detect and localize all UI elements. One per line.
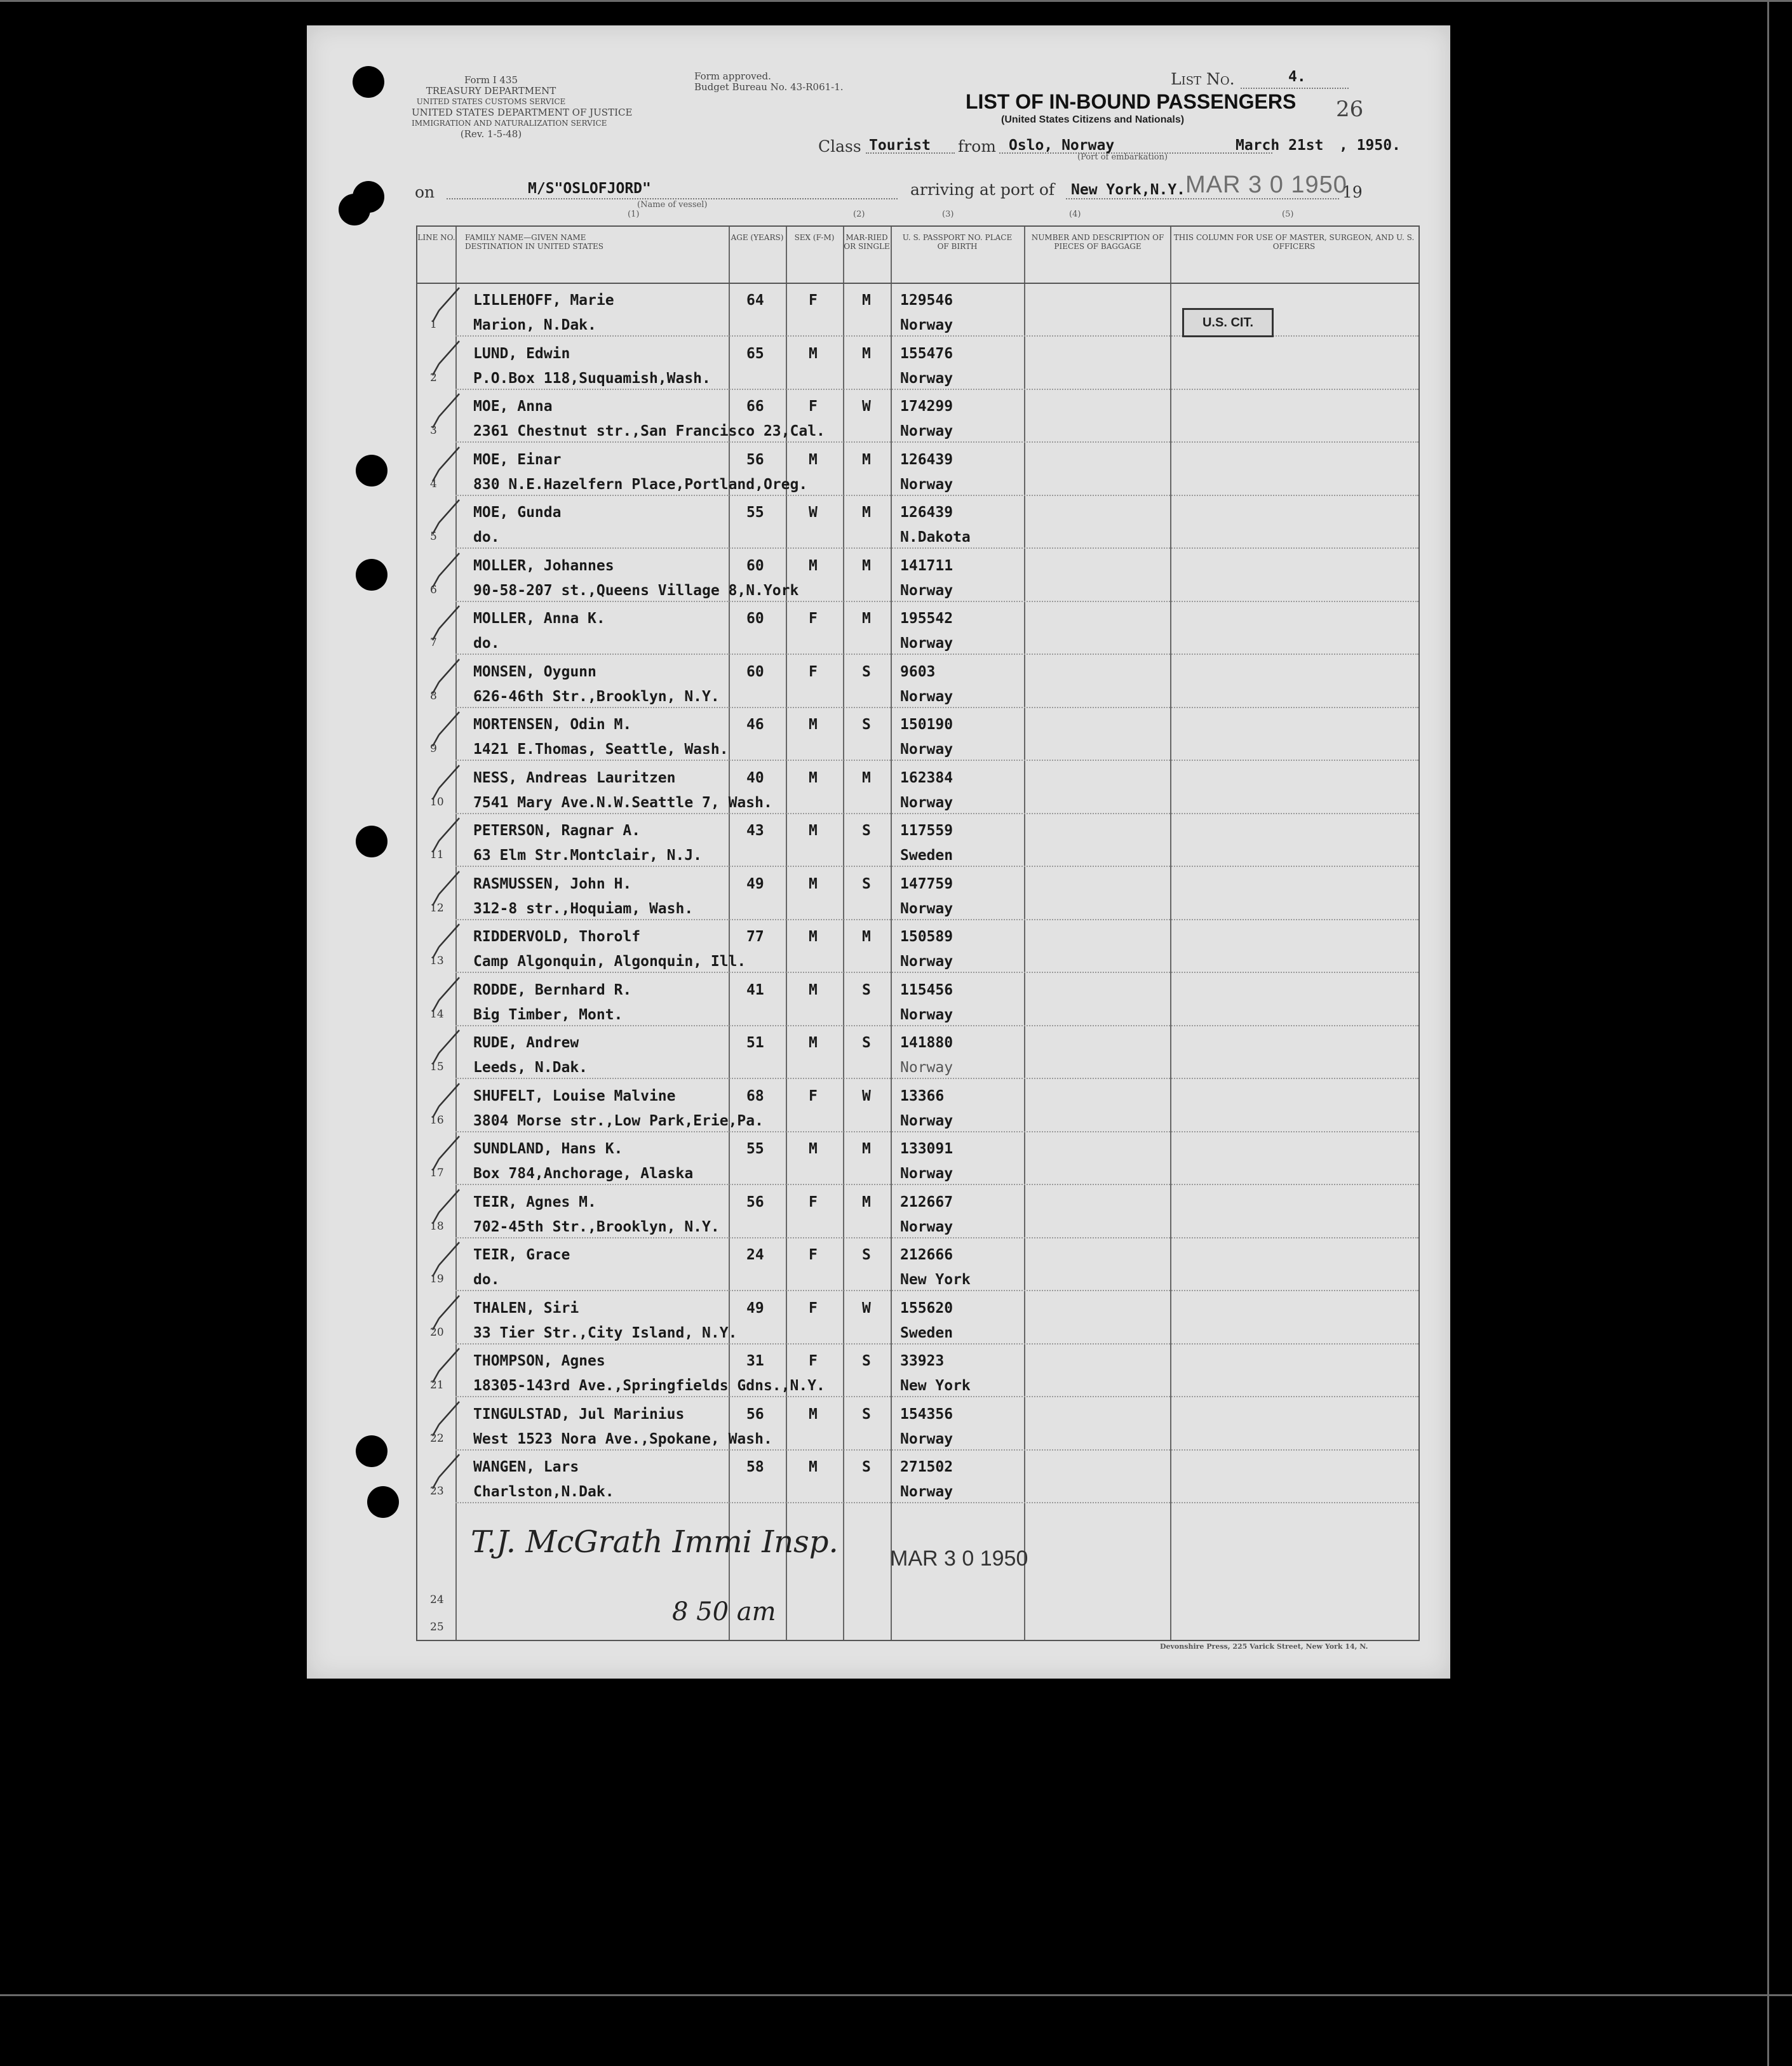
marital-status: S: [862, 1459, 871, 1475]
film-frame-right: [1767, 0, 1769, 2066]
marital-status: S: [862, 1247, 871, 1263]
destination-address: Charlston,N.Dak.: [473, 1484, 614, 1500]
vessel-name: M/S"OSLOFJORD": [528, 180, 651, 197]
film-frame-top: [0, 0, 1792, 2]
line-number: 17: [430, 1167, 444, 1179]
treasury-dept: TREASURY DEPARTMENT: [426, 85, 556, 97]
passenger-sex: F: [809, 663, 818, 680]
checkmark-icon: [430, 339, 462, 377]
list-no-label: List No.: [1171, 70, 1235, 88]
arriving-port: New York,N.Y.: [1071, 182, 1186, 198]
passenger-age: 56: [746, 1193, 764, 1211]
place-of-birth: Norway: [900, 953, 953, 970]
place-of-birth: Sweden: [900, 1324, 953, 1341]
destination-address: 90-58-207 st.,Queens Village 8,N.York: [473, 582, 799, 599]
destination-address: 33 Tier Str.,City Island, N.Y.: [473, 1324, 738, 1341]
class-value: Tourist: [869, 137, 931, 154]
passenger-age: 77: [746, 929, 764, 945]
marital-status: M: [862, 610, 871, 627]
passenger-age: 40: [746, 769, 764, 786]
place-of-birth: Norway: [900, 635, 953, 652]
table-row: [417, 549, 1418, 602]
marital-status: M: [862, 345, 871, 362]
budget-bureau: Budget Bureau No. 43-R061-1.: [694, 81, 844, 93]
passport-number: 154356: [900, 1405, 953, 1423]
line-number: 18: [430, 1219, 444, 1233]
marital-status: W: [862, 1087, 871, 1104]
destination-address: Box 784,Anchorage, Alaska: [473, 1165, 694, 1182]
passenger-age: 68: [746, 1087, 764, 1104]
passport-number: 9603: [900, 663, 936, 680]
checkmark-icon: [430, 1240, 462, 1278]
arriving-label: arriving at port of: [910, 180, 1055, 199]
checkmark-icon: [430, 1452, 462, 1490]
table-row: [417, 337, 1418, 390]
passenger-sex: M: [809, 1141, 818, 1157]
passport-number: 155476: [900, 345, 953, 362]
destination-address: 63 Elm Str.Montclair, N.J.: [473, 847, 703, 864]
place-of-birth: Norway: [900, 741, 953, 758]
passenger-sex: M: [809, 929, 818, 945]
passenger-age: 58: [746, 1459, 764, 1475]
passenger-age: 55: [746, 504, 764, 521]
passenger-sex: F: [809, 1087, 818, 1104]
checkmark-icon: [430, 1081, 462, 1119]
passenger-age: 56: [746, 451, 764, 468]
table-row: [417, 868, 1418, 920]
header-marital: MAR-RIED OR SINGLE: [844, 233, 890, 251]
binder-hole: [356, 559, 387, 591]
passport-number: 212667: [900, 1193, 953, 1211]
marital-status: M: [862, 1193, 871, 1211]
checkmark-icon: [430, 975, 462, 1013]
passenger-sex: F: [809, 1299, 818, 1317]
binder-hole: [339, 194, 370, 225]
destination-address: do.: [473, 529, 500, 546]
passenger-name: MOE, Gunda: [473, 504, 562, 521]
checkmark-icon: [430, 391, 462, 429]
marital-status: M: [862, 292, 871, 309]
passenger-sex: F: [809, 610, 818, 627]
passenger-name: MOE, Einar: [473, 451, 562, 468]
inspector-signature: T.J. McGrath Immi Insp.: [471, 1524, 839, 1560]
checkmark-icon: [430, 1134, 462, 1172]
from-label: from: [958, 137, 996, 156]
passport-number: 141880: [900, 1035, 953, 1051]
passenger-sex: F: [809, 1193, 818, 1211]
passport-number: 141711: [900, 557, 953, 574]
passport-number: 115456: [900, 981, 953, 998]
checkmark-icon: [430, 1293, 462, 1331]
passenger-name: LUND, Edwin: [473, 345, 570, 362]
table-row: [417, 1451, 1418, 1503]
line-24: 24: [430, 1593, 444, 1606]
place-of-birth: Norway: [900, 582, 953, 599]
checkmark-icon: [430, 1028, 462, 1066]
passenger-age: 65: [746, 345, 764, 362]
passenger-name: NESS, Andreas Lauritzen: [473, 769, 676, 786]
passport-number: 174299: [900, 398, 953, 415]
passenger-sex: M: [809, 822, 818, 839]
header-name: FAMILY NAME—GIVEN NAME DESTINATION IN UNITED STATES: [465, 233, 603, 251]
line-number: 14: [430, 1007, 444, 1021]
passenger-name: MORTENSEN, Odin M.: [473, 716, 632, 733]
passenger-sex: F: [809, 1247, 818, 1263]
passenger-sex: F: [809, 1353, 818, 1369]
line-number: 20: [430, 1325, 444, 1339]
passenger-age: 60: [746, 557, 764, 574]
table-row: [417, 390, 1418, 443]
marital-status: S: [862, 822, 871, 839]
destination-address: West 1523 Nora Ave.,Spokane, Wash.: [473, 1430, 772, 1447]
marital-status: W: [862, 1299, 871, 1317]
passport-number: 126439: [900, 451, 953, 468]
col-num-3: (3): [942, 210, 954, 219]
table-row: [417, 1026, 1418, 1079]
marital-status: S: [862, 1353, 871, 1369]
checkmark-icon: [430, 869, 462, 907]
col-num-1: (1): [628, 210, 640, 219]
passenger-sex: M: [809, 1459, 818, 1475]
form-approved: Form approved.: [694, 70, 771, 82]
passport-number: 162384: [900, 769, 953, 786]
form-number: Form I 435: [464, 74, 518, 86]
marital-status: M: [862, 451, 871, 468]
place-of-birth: Norway: [900, 688, 953, 705]
place-of-birth: Norway: [900, 794, 953, 811]
destination-address: 626-46th Str.,Brooklyn, N.Y.: [473, 688, 720, 705]
line-number: 10: [430, 795, 444, 808]
destination-address: do.: [473, 1271, 500, 1288]
line-number: 13: [430, 955, 444, 967]
line-number: 4: [430, 477, 437, 490]
marital-status: S: [862, 716, 871, 733]
inspection-date-stamp: MAR 3 0 1950: [890, 1546, 1028, 1571]
on-label: on: [415, 183, 435, 201]
passenger-name: THALEN, Siri: [473, 1299, 579, 1317]
passport-number: 133091: [900, 1141, 953, 1157]
table-row: [417, 1398, 1418, 1451]
line-number: 1: [430, 318, 437, 331]
passport-number: 212666: [900, 1247, 953, 1263]
passenger-table: [416, 225, 1420, 1641]
passenger-name: SUNDLAND, Hans K.: [473, 1141, 623, 1157]
passport-number: 117559: [900, 822, 953, 839]
passenger-name: TEIR, Agnes M.: [473, 1193, 596, 1211]
destination-address: Marion, N.Dak.: [473, 317, 596, 333]
header-line-no: LINE NO.: [417, 233, 455, 242]
film-frame-bottom: [0, 1994, 1792, 1996]
passenger-age: 49: [746, 875, 764, 892]
destination-address: 702-45th Str.,Brooklyn, N.Y.: [473, 1218, 720, 1235]
list-no-value: 4.: [1288, 69, 1306, 85]
passenger-age: 46: [746, 716, 764, 733]
binder-hole: [356, 455, 387, 486]
place-of-birth: Norway: [900, 900, 953, 917]
passenger-age: 31: [746, 1353, 764, 1369]
justice-dept: UNITED STATES DEPARTMENT OF JUSTICE: [412, 107, 633, 118]
passport-number: 271502: [900, 1459, 953, 1475]
passenger-age: 49: [746, 1299, 764, 1317]
table-row: [417, 814, 1418, 867]
passenger-age: 66: [746, 398, 764, 415]
marital-status: M: [862, 929, 871, 945]
form-revision: (Rev. 1-5-48): [460, 128, 522, 140]
marital-status: S: [862, 1405, 871, 1423]
destination-address: 830 N.E.Hazelfern Place,Portland,Oreg.: [473, 476, 808, 493]
passenger-name: RODDE, Bernhard R.: [473, 981, 632, 998]
passenger-sex: M: [809, 875, 818, 892]
from-value: Oslo, Norway: [1009, 137, 1115, 154]
passenger-name: THOMPSON, Agnes: [473, 1353, 605, 1369]
destination-address: do.: [473, 635, 500, 652]
passenger-manifest-page: [307, 25, 1450, 1679]
checkmark-icon: [430, 603, 462, 641]
line-number: 16: [430, 1113, 444, 1127]
binder-hole: [367, 1486, 399, 1518]
checkmark-icon: [430, 1399, 462, 1437]
page-number: 26: [1336, 97, 1364, 122]
checkmark-icon: [430, 1346, 462, 1384]
passenger-sex: M: [809, 345, 818, 362]
passenger-sex: M: [809, 451, 818, 468]
customs-service: UNITED STATES CUSTOMS SERVICE: [416, 97, 566, 106]
passenger-name: RUDE, Andrew: [473, 1035, 579, 1051]
budget-approval: [694, 71, 844, 93]
line-number: 21: [430, 1379, 444, 1392]
marital-status: S: [862, 981, 871, 998]
table-row: [417, 1292, 1418, 1345]
passenger-age: 51: [746, 1035, 764, 1051]
place-of-birth: Norway: [900, 1165, 953, 1182]
table-row: [417, 443, 1418, 496]
checkmark-icon: [430, 1187, 462, 1225]
destination-address: 1421 E.Thomas, Seattle, Wash.: [473, 741, 729, 758]
line-number: 9: [430, 742, 437, 755]
port-embark-caption: (Port of embarkation): [1077, 152, 1168, 162]
destination-address: Leeds, N.Dak.: [473, 1059, 588, 1076]
passenger-name: MOLLER, Johannes: [473, 557, 614, 574]
vessel-line: [447, 198, 898, 199]
destination-address: 312-8 str.,Hoquiam, Wash.: [473, 900, 694, 917]
passport-number: 155620: [900, 1299, 953, 1317]
table-row: [417, 655, 1418, 708]
binder-hole: [353, 66, 384, 98]
inspection-time: 8 50 am: [672, 1597, 776, 1627]
passenger-name: MOE, Anna: [473, 398, 553, 415]
departure-date: March 21st: [1236, 137, 1324, 154]
place-of-birth: Norway: [900, 370, 953, 387]
line-25: 25: [430, 1621, 444, 1633]
passenger-sex: M: [809, 981, 818, 998]
passenger-age: 56: [746, 1405, 764, 1423]
table-row: [417, 1186, 1418, 1238]
passport-number: 129546: [900, 292, 953, 309]
passport-number: 126439: [900, 504, 953, 521]
form-info-block: [412, 74, 633, 140]
departure-year: , 1950.: [1339, 137, 1401, 154]
line-number: 22: [430, 1432, 444, 1445]
table-row: [417, 974, 1418, 1026]
passport-number: 195542: [900, 610, 953, 627]
place-of-birth: Norway: [900, 317, 953, 333]
passenger-name: SHUFELT, Louise Malvine: [473, 1087, 676, 1104]
place-of-birth: Norway: [900, 1112, 953, 1129]
header-baggage: NUMBER AND DESCRIPTION OF PIECES OF BAGGAGE: [1031, 233, 1164, 251]
passenger-name: MOLLER, Anna K.: [473, 610, 605, 627]
class-label: Class: [818, 137, 861, 156]
line-number: 7: [430, 636, 437, 649]
passenger-age: 43: [746, 822, 764, 839]
passenger-age: 60: [746, 663, 764, 680]
line-number: 3: [430, 424, 437, 437]
place-of-birth: Norway: [900, 1218, 953, 1235]
printer-imprint: Devonshire Press, 225 Varick Street, New York 14, N.: [1160, 1642, 1368, 1651]
table-row: [417, 1080, 1418, 1132]
header-sex: SEX (F-M): [794, 233, 835, 242]
passenger-sex: M: [809, 1405, 818, 1423]
line-number: 2: [430, 371, 437, 384]
passenger-name: MONSEN, Oygunn: [473, 663, 596, 680]
passport-number: 150589: [900, 929, 953, 945]
line-number: 19: [430, 1273, 444, 1285]
line-number: 6: [430, 583, 437, 596]
passenger-sex: M: [809, 769, 818, 786]
marital-status: W: [862, 398, 871, 415]
table-row: [417, 1132, 1418, 1185]
list-no-line: [1241, 88, 1349, 89]
binder-hole: [356, 1435, 387, 1467]
marital-status: S: [862, 663, 871, 680]
place-of-birth: Norway: [900, 1484, 953, 1500]
checkmark-icon: [430, 763, 462, 801]
marital-status: M: [862, 504, 871, 521]
destination-address: 7541 Mary Ave.N.W.Seattle 7, Wash.: [473, 794, 772, 811]
marital-status: M: [862, 1141, 871, 1157]
checkmark-icon: [430, 709, 462, 748]
passenger-sex: M: [809, 716, 818, 733]
place-of-birth: N.Dakota: [900, 529, 971, 546]
passenger-age: 24: [746, 1247, 764, 1263]
marital-status: S: [862, 1035, 871, 1051]
checkmark-icon: [430, 657, 462, 695]
destination-address: 18305-143rd Ave.,Springfields Gdns.,N.Y.: [473, 1378, 825, 1394]
checkmark-icon: [430, 551, 462, 589]
place-of-birth: Norway: [900, 423, 953, 439]
line-number: 15: [430, 1061, 444, 1073]
passport-number: 13366: [900, 1087, 945, 1104]
line-number: 11: [430, 849, 444, 861]
table-row: [417, 1238, 1418, 1291]
line-number: 23: [430, 1485, 444, 1498]
place-of-birth: Norway: [900, 1059, 953, 1076]
checkmark-icon: [430, 815, 462, 854]
passenger-name: RIDDERVOLD, Thorolf: [473, 929, 641, 945]
passenger-name: TINGULSTAD, Jul Marinius: [473, 1405, 685, 1423]
destination-address: 3804 Morse str.,Low Park,Erie,Pa.: [473, 1112, 764, 1129]
passenger-age: 41: [746, 981, 764, 998]
passenger-age: 55: [746, 1141, 764, 1157]
col-num-4: (4): [1069, 210, 1081, 219]
passenger-name: LILLEHOFF, Marie: [473, 292, 614, 309]
binder-hole: [356, 826, 387, 857]
checkmark-icon: [430, 497, 462, 535]
passenger-name: RASMUSSEN, John H.: [473, 875, 632, 892]
place-of-birth: New York: [900, 1271, 971, 1288]
manifest-title: LIST OF IN-BOUND PASSENGERS: [966, 90, 1297, 113]
table-row: [417, 496, 1418, 549]
place-of-birth: Norway: [900, 1006, 953, 1023]
passenger-age: 60: [746, 610, 764, 627]
passenger-sex: F: [809, 292, 818, 309]
passenger-name: TEIR, Grace: [473, 1247, 570, 1263]
arrival-date-stamp: MAR 3 0 1950: [1185, 171, 1347, 198]
marital-status: M: [862, 557, 871, 574]
destination-address: 2361 Chestnut str.,San Francisco 23,Cal.: [473, 423, 825, 439]
place-of-birth: Norway: [900, 476, 953, 493]
place-of-birth: Norway: [900, 1430, 953, 1447]
destination-address: Camp Algonquin, Algonquin, Ill.: [473, 953, 746, 970]
checkmark-icon: [430, 445, 462, 483]
destination-address: Big Timber, Mont.: [473, 1006, 623, 1023]
passenger-sex: M: [809, 557, 818, 574]
col-num-5: (5): [1282, 210, 1294, 219]
table-row: [417, 1345, 1418, 1397]
place-of-birth: Sweden: [900, 847, 953, 864]
passport-number: 33923: [900, 1353, 945, 1369]
header-passport: U. S. PASSPORT NO. PLACE OF BIRTH: [902, 233, 1013, 251]
vessel-caption: (Name of vessel): [637, 200, 708, 210]
table-row: [417, 761, 1418, 814]
table-row: [417, 920, 1418, 973]
passenger-sex: M: [809, 1035, 818, 1051]
line-number: 12: [430, 901, 444, 915]
us-citizen-stamp: U.S. CIT.: [1182, 308, 1274, 337]
checkmark-icon: [430, 922, 462, 960]
marital-status: S: [862, 875, 871, 892]
col-num-2: (2): [853, 210, 865, 219]
passenger-age: 64: [746, 292, 764, 309]
manifest-subtitle: (United States Citizens and Nationals): [1001, 114, 1185, 125]
marital-status: M: [862, 769, 871, 786]
line-number: 5: [430, 530, 437, 543]
table-row: [417, 708, 1418, 761]
passport-number: 147759: [900, 875, 953, 892]
destination-address: P.O.Box 118,Suquamish,Wash.: [473, 370, 711, 387]
place-of-birth: New York: [900, 1378, 971, 1394]
passenger-name: WANGEN, Lars: [473, 1459, 579, 1475]
passenger-sex: W: [809, 504, 818, 521]
passport-number: 150190: [900, 716, 953, 733]
header-age: AGE (YEARS): [731, 233, 784, 242]
line-number: 8: [430, 689, 437, 702]
passenger-name: PETERSON, Ragnar A.: [473, 822, 641, 839]
passenger-sex: F: [809, 398, 818, 415]
header-officers: THIS COLUMN FOR USE OF MASTER, SURGEON, AND U. S. OFFICERS: [1173, 233, 1415, 251]
table-row: [417, 602, 1418, 655]
year-suffix: 19: [1342, 183, 1363, 201]
ins-service: IMMIGRATION AND NATURALIZATION SERVICE: [412, 119, 607, 128]
checkmark-icon: [430, 285, 462, 323]
